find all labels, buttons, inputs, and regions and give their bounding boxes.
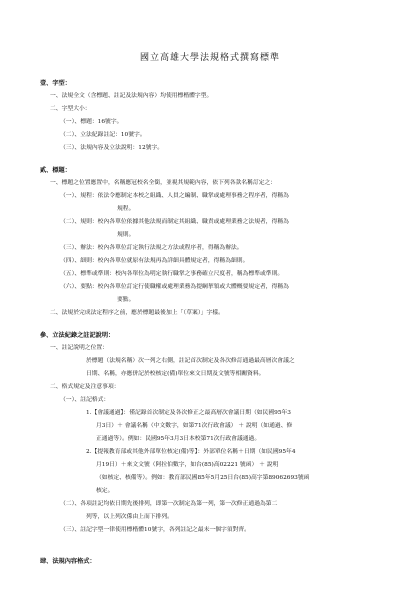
s2-item-1c: （三）、辦法：校內各單位訂定執行法規之方法或程序者，得稱為辦法。 <box>60 245 243 251</box>
s2-item-1: 一、標題之位置應置中，名稱應冠校名全銜，並視其規範內容，依下列各款名稱訂定之： <box>50 180 277 186</box>
section-1-heading: 壹、字型： <box>40 80 71 87</box>
s2-item-1a: （一）、規程：依法令應制定本校之組織、人員之編制、職掌或處理事務之程序者，得稱為 <box>60 193 289 199</box>
s3-item-2c: （三）、註記字型一律使用標楷體10號字，各列註記之最末一個字須對齊。 <box>60 527 250 533</box>
section-3-heading: 參、立法紀錄之註記說明： <box>40 332 115 339</box>
s2-item-1b-cont: 規則。 <box>117 232 135 238</box>
format-2-line-4: 核定。 <box>96 488 114 494</box>
s2-item-1b: （二）、規則：校內各單位依據其他法規而制定其組織、職責或處理業務之法規者，得稱為 <box>60 219 289 225</box>
section-4-heading: 肆、法規內容格式： <box>40 558 96 565</box>
s1-item-2a: （一）、標題：16號字。 <box>60 119 123 125</box>
s3-item-1-text-cont: 日期、名稱，亦應併記於校核定(備)單位來文日期及文號等相關資料。 <box>86 371 265 377</box>
format-2-line-3: （如核定、核備等）。例如：教育部民國85年5月25日台(85)高字第89062693號函 <box>96 475 310 481</box>
s1-item-2: 二、字型大小： <box>50 106 91 112</box>
s3-item-2: 二、格式規定及注意事項： <box>50 384 120 390</box>
format-1-line-2: 月3日）＋ 會議名稱（中文數字，如第71次行政會議） ＋ 說明（如通過、修 <box>96 423 293 429</box>
format-1-line-3: 正通過等）。例如：民國95年3月3日本校第71次行政會議通過。 <box>96 436 261 442</box>
s2-item-1e: （五）、標準或準則：校內各單位為明定執行職掌之事務確立尺度者，稱為標準或準則。 <box>60 271 284 277</box>
s2-item-1a-cont: 規程。 <box>117 206 135 212</box>
s3-item-2a: （一）、註記格式： <box>60 397 110 403</box>
s2-item-1f-cont: 要點。 <box>117 297 135 303</box>
s2-item-1d: （四）、細則：校內各單位就原有法規再為詳細具體規定者，得稱為細則。 <box>60 258 249 264</box>
format-1-line-1: 1.【會議通過】：僅記錄首次制定及各次修正之最高層次會議日期（如民國95年3 <box>86 410 291 416</box>
s1-item-2c: （三）、法規內容及立法說明：12號字。 <box>60 145 164 151</box>
s2-item-2: 二、法規於完成法定程序之前，應於標題最後加上「（草案）」字樣。 <box>50 310 224 316</box>
format-2-line-1: 2.【提報教育部或其他外部單位核定(備)等】：外部單位名稱＋日期（如民國95年4 <box>86 449 296 455</box>
s3-item-1: 一、註記說明之位置： <box>50 345 108 351</box>
section-2-heading: 貳、標題： <box>40 167 71 174</box>
s1-item-1: 一、法規全文（含標題、註記及法規內容）均使用標楷體字型。 <box>50 93 213 99</box>
s3-item-2b: （二）、各項註記均依日期先後排列，即第一次制定為第一列，第一次修正通過為第二 <box>60 501 278 507</box>
format-2-line-2: 月19日）＋來文文號（阿拉伯數字，如台(85)高02221 號函） ＋ 說明 <box>96 462 279 468</box>
s3-item-1-text: 於標題（法規名稱）次一列之右側，註記首次制定及各次修訂通過最高層次會議之 <box>86 358 295 364</box>
s3-item-2b-cont: 列等，以上列次係由上而下排列。 <box>86 514 173 520</box>
s2-item-1f: （六）、要點：校內各單位訂定行使職權或處理業務為提綱挈領或大體概要規定者，得稱為 <box>60 284 289 290</box>
s1-item-2b: （二）、立法紀錄註記：10號字。 <box>60 132 146 138</box>
document-title: 國立高雄大學法規格式撰寫標準 <box>139 53 280 63</box>
